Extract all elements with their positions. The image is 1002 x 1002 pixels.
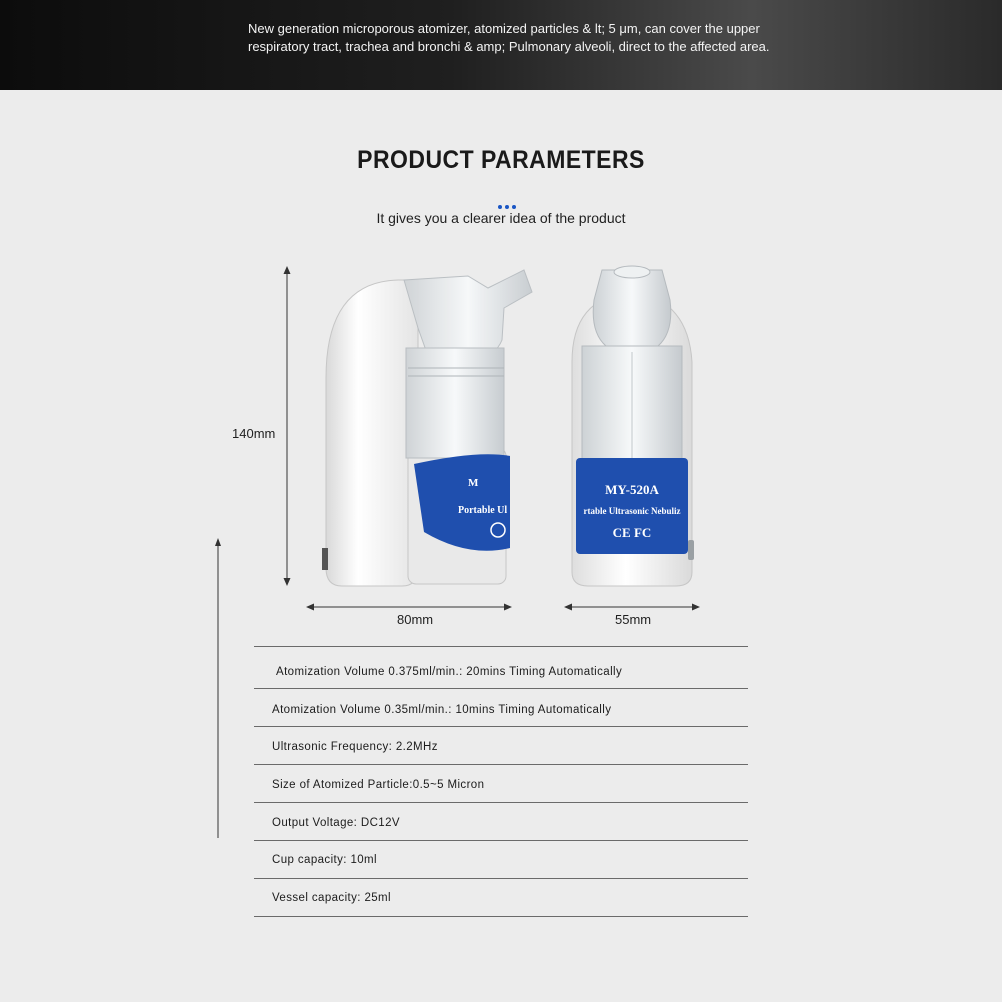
- spec-row-2: Atomization Volume 0.35ml/min.: 10mins Timing Automatically: [272, 704, 612, 716]
- height-arrow: [280, 266, 294, 586]
- spec-divider: [254, 726, 748, 727]
- front-model-text: MY-520A: [605, 482, 659, 497]
- spec-divider: [254, 802, 748, 803]
- vertical-arrow: [212, 538, 224, 838]
- spec-row-5: Output Voltage: DC12V: [272, 817, 400, 829]
- spec-row-4: Size of Atomized Particle:0.5~5 Micron: [272, 779, 485, 791]
- decorative-dots: [498, 196, 522, 200]
- nebulizer-side-view-image: [318, 268, 538, 592]
- side-model-text: M: [468, 477, 479, 489]
- section-subtitle: It gives you a clearer idea of the product: [376, 210, 626, 226]
- spec-divider: [254, 646, 748, 647]
- top-banner: [0, 0, 1002, 90]
- spec-row-6: Cup capacity: 10ml: [272, 854, 377, 866]
- spec-row-7: Vessel capacity: 25ml: [272, 892, 391, 904]
- front-label-text: rtable Ultrasonic Nebuliz: [583, 506, 681, 516]
- section-title: PRODUCT PARAMETERS: [357, 146, 645, 174]
- nebulizer-front-view-image: [566, 262, 706, 592]
- banner-description: New generation microporous atomizer, atomized particles & lt; 5 μm, can cover the upper respiratory tract, trachea and bronchi & amp; Pulmonary alveoli, direct to the affected area.: [248, 21, 770, 54]
- spec-divider: [254, 916, 748, 917]
- side-label-text: Portable Ul: [458, 505, 508, 516]
- spec-divider: [254, 764, 748, 765]
- width-label: 80mm: [397, 612, 434, 627]
- certification-marks: CE FC: [612, 525, 652, 540]
- spec-row-3: Ultrasonic Frequency: 2.2MHz: [272, 741, 438, 753]
- spec-row-1: Atomization Volume 0.375ml/min.: 20mins Timing Automatically: [276, 666, 623, 678]
- depth-label: 55mm: [615, 612, 652, 627]
- spec-divider: [254, 688, 748, 689]
- spec-divider: [254, 878, 748, 879]
- spec-divider: [254, 840, 748, 841]
- height-label: 140mm: [232, 426, 276, 441]
